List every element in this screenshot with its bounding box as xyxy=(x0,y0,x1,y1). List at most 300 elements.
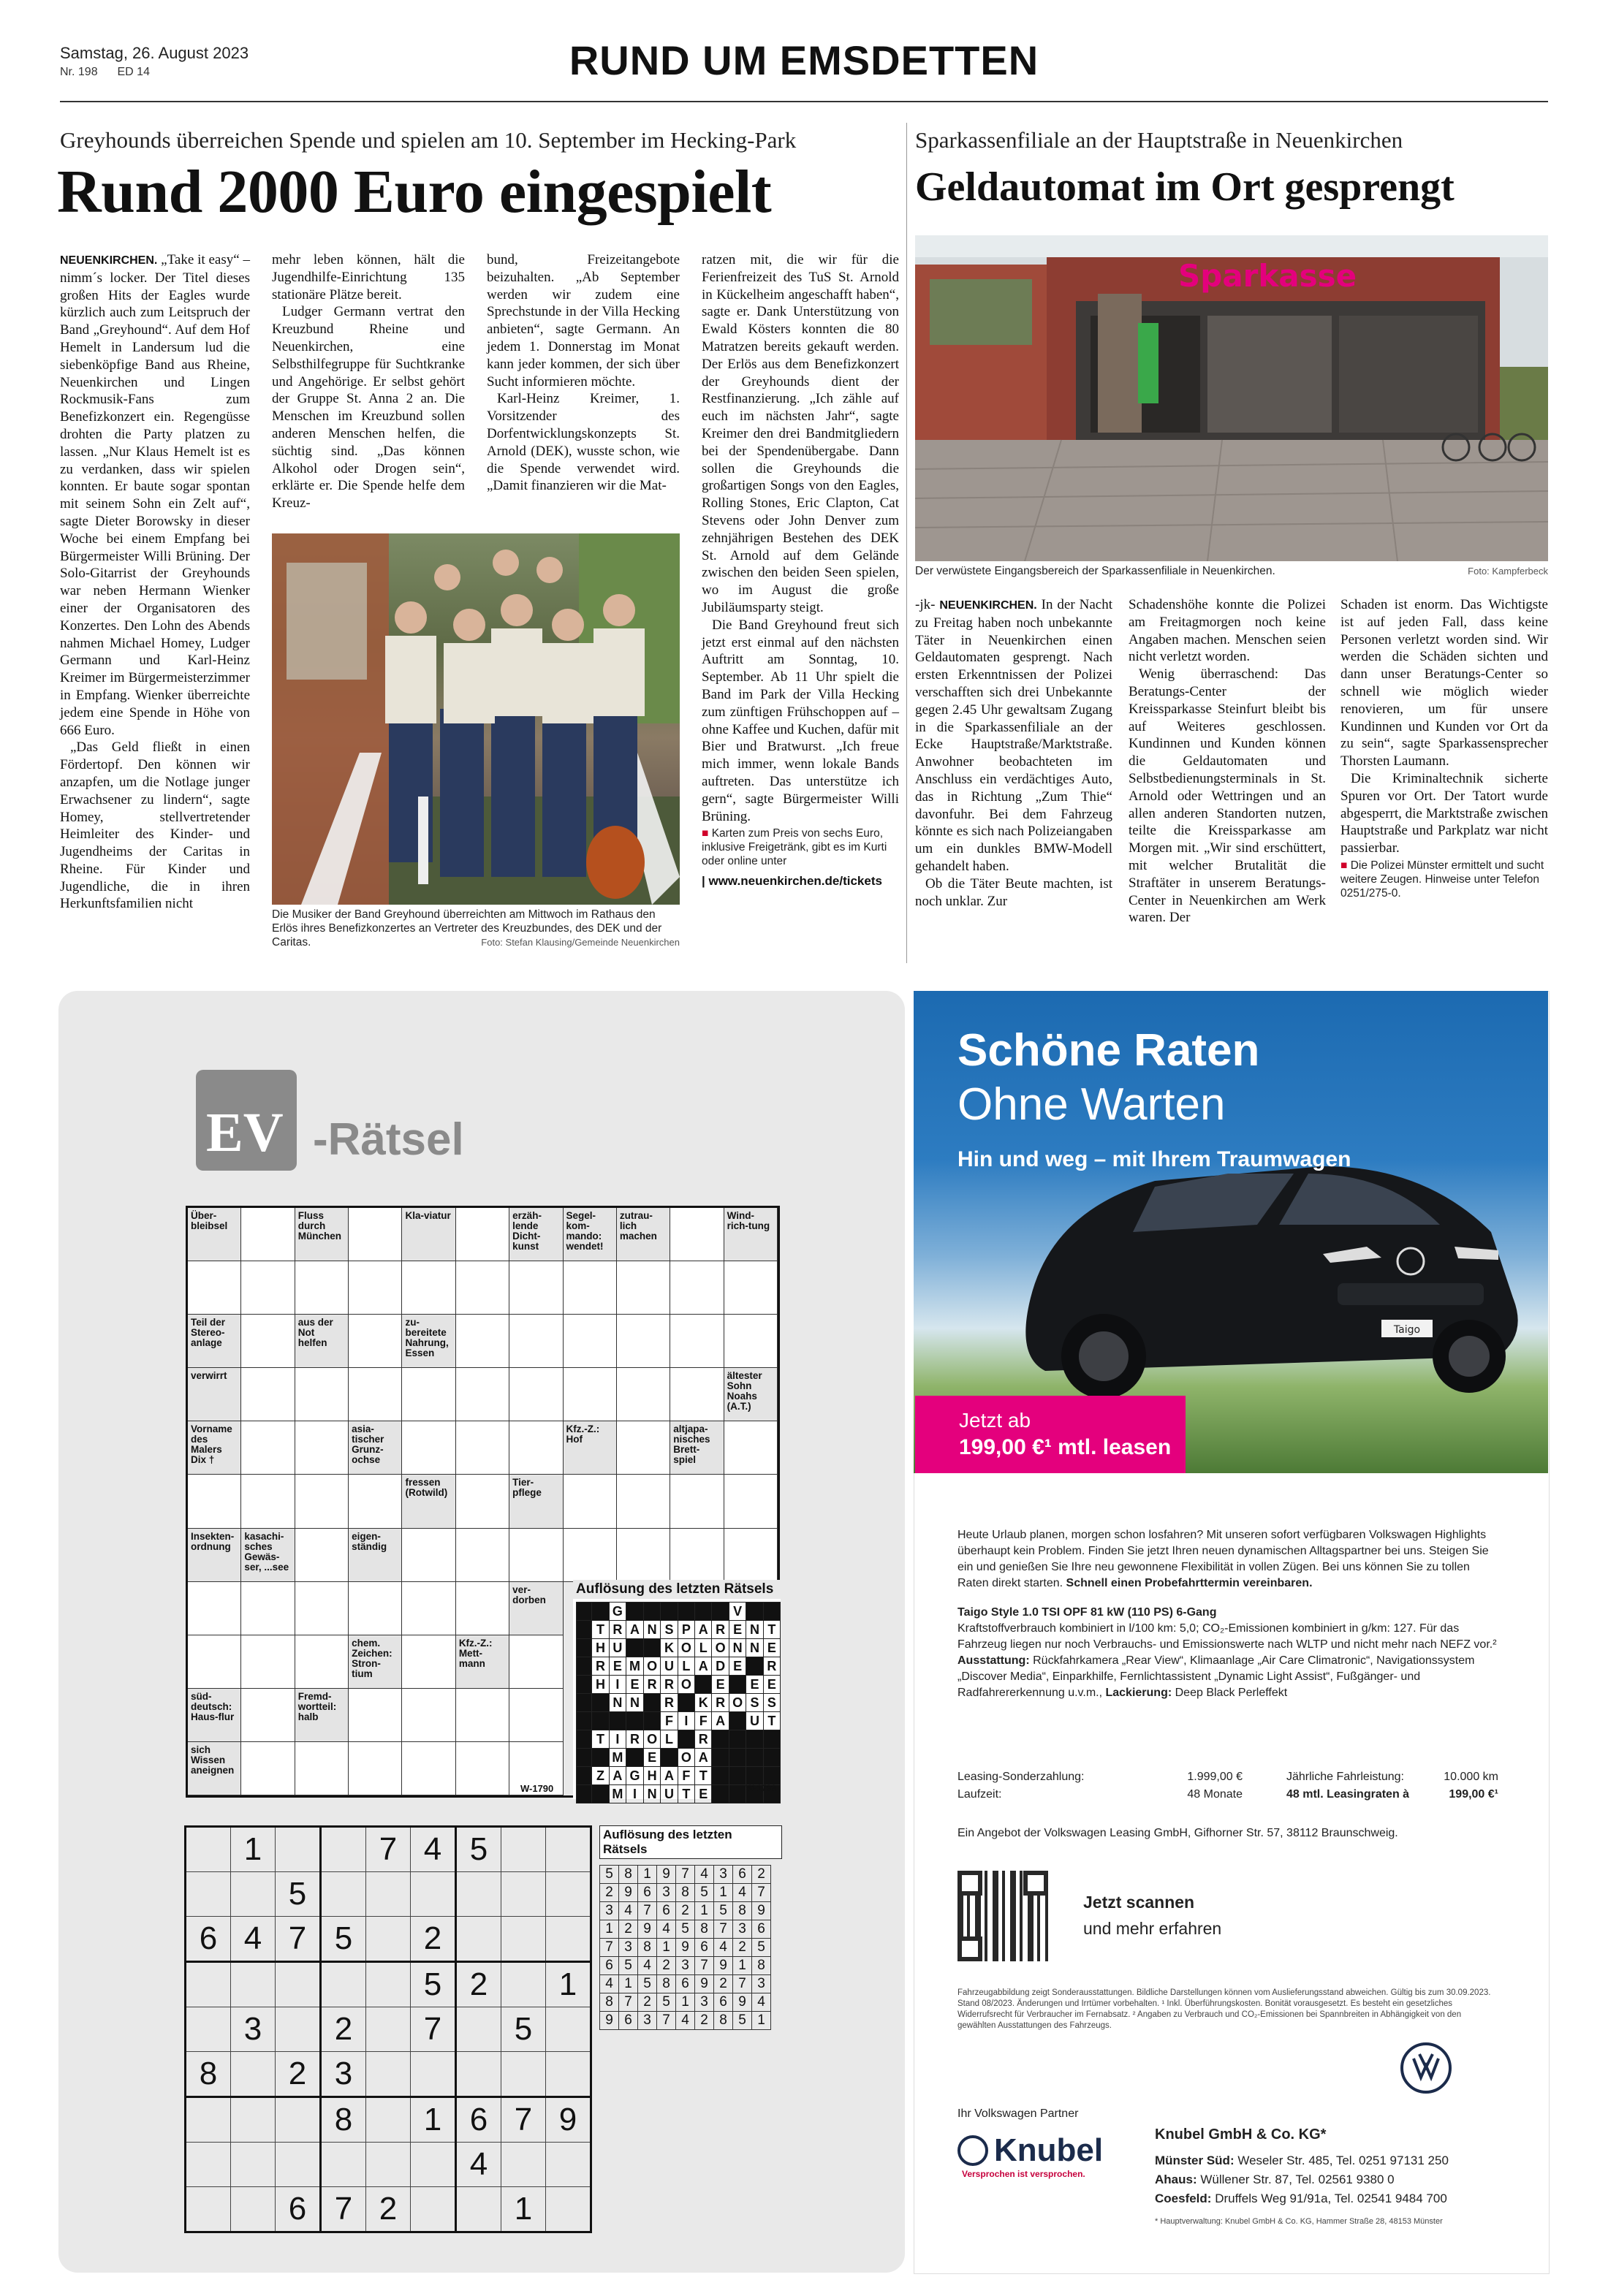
crossword-cell[interactable] xyxy=(402,1421,455,1475)
crossword-cell[interactable] xyxy=(617,1529,670,1582)
crossword-clue: erzäh-lende Dicht-kunst xyxy=(509,1208,563,1261)
sudoku-cell[interactable] xyxy=(366,1962,411,2007)
crossword-cell[interactable] xyxy=(564,1315,617,1368)
crossword-cell[interactable] xyxy=(724,1529,778,1582)
crossword-cell[interactable] xyxy=(617,1315,670,1368)
solution-cell: N xyxy=(746,1639,763,1657)
partner-label: Ihr Volkswagen Partner xyxy=(957,2107,1079,2120)
solution-cell xyxy=(763,1767,780,1785)
sudoku-cell[interactable] xyxy=(276,2097,321,2143)
crossword-cell[interactable] xyxy=(456,1689,509,1742)
crossword-clue: Tier-pflege xyxy=(509,1475,563,1528)
edition-code: ED 14 xyxy=(117,66,150,78)
solution-row xyxy=(577,1621,781,1639)
solution-cell: E xyxy=(609,1657,626,1676)
crossword-cell[interactable] xyxy=(564,1368,617,1421)
sudoku-cell[interactable] xyxy=(501,2052,546,2097)
sudoku-solution-cell: 9 xyxy=(733,1993,752,2012)
article2-headline: Geldautomat im Ort gesprengt xyxy=(915,164,1455,210)
crossword-cell[interactable] xyxy=(241,1635,295,1689)
crossword-cell[interactable] xyxy=(402,1742,455,1795)
lease-row-2: Laufzeit: 48 Monate 48 mtl. Leasingraten à 199,00 €¹ xyxy=(957,1788,1498,1801)
sudoku-solution-cell: 4 xyxy=(600,1975,619,1993)
solution-row xyxy=(577,1657,781,1676)
sudoku-cell[interactable] xyxy=(276,1827,321,1872)
sudoku-solution-cell: 4 xyxy=(619,1902,638,1920)
bank-photo-credit: Foto: Kampferbeck xyxy=(1468,566,1548,577)
crossword-cell[interactable] xyxy=(295,1582,349,1635)
sudoku-cell[interactable] xyxy=(276,1962,321,2007)
qr-code[interactable] xyxy=(957,1871,1048,1961)
solution-cell: E xyxy=(729,1657,746,1676)
sudoku-solution-cell: 5 xyxy=(733,2012,752,2030)
solution-cell: S xyxy=(746,1694,763,1712)
solution-cell: A xyxy=(712,1712,729,1730)
sudoku-cell: 2 xyxy=(456,1962,501,2007)
crossword-cell[interactable] xyxy=(349,1742,402,1795)
bank-photo-illustration xyxy=(915,235,1548,561)
crossword-cell[interactable] xyxy=(456,1368,509,1421)
sudoku-cell: 2 xyxy=(366,2187,411,2232)
crossword-code: W-1790 xyxy=(520,1783,554,1794)
sudoku-cell[interactable] xyxy=(456,2007,501,2052)
sudoku-cell[interactable] xyxy=(411,2187,456,2232)
crossword-cell[interactable] xyxy=(617,1421,670,1475)
sudoku-cell: 1 xyxy=(231,1827,276,1872)
solution-cell xyxy=(592,1694,609,1712)
solution-cell: R xyxy=(712,1621,729,1639)
sudoku-solution-title: Auflösung des letzten Rätsels xyxy=(599,1825,782,1859)
sudoku-cell: 7 xyxy=(411,2007,456,2052)
sudoku-cell: 7 xyxy=(501,2097,546,2143)
solution-cell xyxy=(712,1767,729,1785)
solution-cell: N xyxy=(746,1621,763,1639)
solution-cell: N xyxy=(626,1694,644,1712)
sudoku-cell[interactable] xyxy=(411,2143,456,2187)
sudoku-cell: 7 xyxy=(321,2187,366,2232)
sudoku-solution-cell: 2 xyxy=(733,1939,752,1957)
sudoku-cell[interactable] xyxy=(501,1917,546,1962)
sudoku-solution-cell: 8 xyxy=(600,1993,619,2012)
crossword-cell[interactable] xyxy=(402,1635,455,1689)
crossword-cell[interactable] xyxy=(456,1421,509,1475)
sudoku-cell[interactable] xyxy=(276,2007,321,2052)
crossword-cell[interactable] xyxy=(456,1315,509,1368)
sudoku-cell[interactable] xyxy=(231,1872,276,1917)
sudoku-cell[interactable] xyxy=(546,2143,591,2187)
solution-cell: O xyxy=(678,1676,694,1694)
sudoku-cell[interactable] xyxy=(186,2187,231,2232)
sudoku-cell[interactable] xyxy=(501,1962,546,2007)
solution-cell: D xyxy=(712,1657,729,1676)
solution-cell xyxy=(729,1785,746,1803)
crossword-cell[interactable] xyxy=(241,1315,295,1368)
sudoku-cell: 1 xyxy=(501,2187,546,2232)
crossword-cell[interactable] xyxy=(724,1261,778,1315)
sudoku-solution-cell: 3 xyxy=(733,1920,752,1939)
sudoku-solution-cell: 2 xyxy=(638,1993,657,2012)
sudoku-cell[interactable] xyxy=(366,2097,411,2143)
crossword-cell[interactable] xyxy=(670,1368,724,1421)
sudoku-cell[interactable] xyxy=(501,1872,546,1917)
sudoku-cell[interactable] xyxy=(321,1872,366,1917)
sudoku-cell[interactable] xyxy=(501,1827,546,1872)
sudoku-cell[interactable] xyxy=(321,1827,366,1872)
crossword-cell[interactable] xyxy=(670,1261,724,1315)
crossword-cell[interactable] xyxy=(509,1261,563,1315)
solution-cell xyxy=(712,1749,729,1767)
article1-col4b-text: Die Band Greyhound freut sich jetzt erst einmal auf den nächsten Auftritt am Sonntag, 10. September. Ab 11 Uhr spielt die Band im Park der Villa Hecking zum zünftigen Frühschoppen auf – ohne Kaffee und Kuchen, dafür mit Bier und Bratwurst. „Ich freue mich immer, wenn lokale Bands auftreten. Das unterstütze ich gern“, sagte Bürgermeister Willi Brüning. xyxy=(702,617,899,824)
ad-headline-2: Ohne Warten xyxy=(957,1079,1226,1130)
solution-cell xyxy=(592,1712,609,1730)
solution-cell: K xyxy=(661,1639,678,1657)
crossword-cell[interactable] xyxy=(349,1368,402,1421)
sudoku-cell: 3 xyxy=(231,2007,276,2052)
sudoku-solution-cell: 8 xyxy=(619,1866,638,1884)
sudoku-cell[interactable] xyxy=(411,2052,456,2097)
sudoku-solution-cell: 2 xyxy=(657,1957,676,1975)
crossword-cell[interactable] xyxy=(349,1208,402,1261)
solution-cell: F xyxy=(695,1712,712,1730)
ticket-link[interactable]: | www.neuenkirchen.de/tickets xyxy=(702,874,882,889)
solution-cell: S xyxy=(763,1694,780,1712)
crossword-cell[interactable] xyxy=(295,1635,349,1689)
article2-kicker: Sparkassenfiliale an der Hauptstraße in Neuenkirchen xyxy=(915,127,1403,153)
crossword-cell[interactable] xyxy=(295,1529,349,1582)
sudoku-solution-cell: 5 xyxy=(619,1957,638,1975)
solution-cell: U xyxy=(609,1639,626,1657)
solution-cell: N xyxy=(643,1785,660,1803)
sudoku-solution-cell: 7 xyxy=(676,1866,695,1884)
solution-cell: E xyxy=(763,1676,780,1694)
sudoku-solution-cell: 9 xyxy=(714,1957,733,1975)
crossword-cell[interactable] xyxy=(295,1368,349,1421)
solution-row xyxy=(577,1694,781,1712)
crossword-clue: aus der Not helfen xyxy=(295,1315,349,1368)
crossword-cell[interactable] xyxy=(564,1529,617,1582)
sudoku-cell: 5 xyxy=(276,1872,321,1917)
solution-cell: T xyxy=(592,1730,609,1749)
solution-cell xyxy=(609,1712,626,1730)
crossword-cell[interactable] xyxy=(402,1582,455,1635)
sudoku-cell: 2 xyxy=(276,2052,321,2097)
price-line-2: 199,00 €¹ mtl. leasen xyxy=(959,1435,1172,1459)
crossword-cell[interactable] xyxy=(509,1368,563,1421)
crossword-cell[interactable] xyxy=(456,1529,509,1582)
crossword-cell[interactable] xyxy=(402,1689,455,1742)
sudoku-solution-cell: 8 xyxy=(714,2012,733,2030)
band-photo-caption: Die Musiker der Band Greyhound überreichten am Mittwoch im Rathaus den Erlös ihres Benefizkonzertes an Vertreter des Kreuzbundes, des DEK und der Caritas. Foto: Stefan Klausing/Gemeinde Neuenkirchen xyxy=(272,908,680,949)
solution-cell: K xyxy=(695,1694,712,1712)
sudoku-cell[interactable] xyxy=(546,2007,591,2052)
solution-cell: A xyxy=(695,1657,712,1676)
dealer-name: Knubel GmbH & Co. KG* xyxy=(1155,2126,1327,2143)
solution-cell: A xyxy=(609,1767,626,1785)
sudoku-solution-cell: 8 xyxy=(676,1884,695,1902)
header-divider xyxy=(60,101,1548,102)
knubel-logo-text: Knubel xyxy=(994,2132,1104,2168)
sudoku-solution-cell: 2 xyxy=(752,1866,771,1884)
solution-cell xyxy=(729,1749,746,1767)
crossword-clue: süd-deutsch: Haus-flur xyxy=(188,1689,241,1742)
knubel-logo xyxy=(957,2132,1103,2179)
crossword-cell[interactable] xyxy=(188,1582,241,1635)
article1-col3-text: bund, Freizeitangebote beizuhalten. „Ab September werden wir zudem eine Sprechstunde in der Villa Hecking anbieten“, sagte Germann. An jedem 1. Donnerstag im Monat kann jeder kommen, der sich über Sucht informieren möchte. xyxy=(487,252,680,389)
crossword-cell[interactable] xyxy=(349,1475,402,1528)
sudoku-solution-cell: 9 xyxy=(695,1975,714,1993)
article1-column-4 xyxy=(702,251,899,890)
crossword-cell[interactable] xyxy=(402,1529,455,1582)
crossword-clue: altjapa-nisches Brett-spiel xyxy=(670,1421,724,1475)
band-photo-credit: Foto: Stefan Klausing/Gemeinde Neuenkirchen xyxy=(481,937,680,948)
crossword-cell[interactable] xyxy=(295,1742,349,1795)
price-badge xyxy=(915,1396,1186,1473)
sudoku-solution-cell: 1 xyxy=(695,1902,714,1920)
solution-cell: R xyxy=(695,1730,712,1749)
sudoku-cell[interactable] xyxy=(231,2052,276,2097)
sudoku-cell: 7 xyxy=(366,1827,411,1872)
solution-cell: N xyxy=(729,1639,746,1657)
crossword-cell[interactable] xyxy=(670,1475,724,1528)
solution-cell xyxy=(678,1730,694,1749)
solution-cell xyxy=(712,1603,729,1621)
crossword-cell[interactable] xyxy=(188,1261,241,1315)
solution-cell xyxy=(592,1785,609,1803)
sudoku-cell: 2 xyxy=(321,2007,366,2052)
vw-logo-icon xyxy=(1403,2045,1449,2091)
crossword-cell[interactable] xyxy=(295,1475,349,1528)
crossword-cell[interactable] xyxy=(670,1315,724,1368)
solution-cell: G xyxy=(626,1767,644,1785)
crossword-cell[interactable] xyxy=(349,1261,402,1315)
sudoku-cell[interactable] xyxy=(546,2052,591,2097)
crossword-clue: ältester Sohn Noahs (A.T.) xyxy=(724,1368,778,1421)
solution-cell: A xyxy=(695,1749,712,1767)
sudoku-solution-cell: 8 xyxy=(638,1939,657,1957)
solution-cell xyxy=(746,1657,763,1676)
ad-body xyxy=(957,1527,1498,1701)
solution-cell: T xyxy=(678,1785,694,1803)
crossword-cell[interactable] xyxy=(295,1421,349,1475)
crossword-cell[interactable] xyxy=(349,1689,402,1742)
solution-cell: Z xyxy=(592,1767,609,1785)
sudoku-cell[interactable] xyxy=(366,1917,411,1962)
sudoku-cell[interactable] xyxy=(546,1917,591,1962)
sudoku-cell[interactable] xyxy=(546,1827,591,1872)
crossword-cell[interactable] xyxy=(509,1529,563,1582)
sudoku-cell[interactable] xyxy=(366,2052,411,2097)
sudoku-cell[interactable] xyxy=(231,2097,276,2143)
sudoku-solution-cell: 9 xyxy=(638,1920,657,1939)
crossword-cell[interactable] xyxy=(456,1582,509,1635)
solution-cell xyxy=(577,1621,592,1639)
sudoku-cell[interactable] xyxy=(366,2143,411,2187)
solution-row xyxy=(577,1639,781,1657)
solution-cell: H xyxy=(592,1639,609,1657)
scan-text-1: Jetzt scannen xyxy=(1083,1893,1195,1912)
crossword-cell[interactable] xyxy=(564,1261,617,1315)
location-2: Ahaus: Wüllener Str. 87, Tel. 02561 9380 0 xyxy=(1155,2173,1395,2186)
crossword-cell[interactable] xyxy=(188,1635,241,1689)
sudoku-cell: 1 xyxy=(546,1962,591,2007)
crossword-cell[interactable] xyxy=(456,1742,509,1795)
solution-cell xyxy=(592,1603,609,1621)
crossword-cell[interactable] xyxy=(241,1208,295,1261)
solution-cell: R xyxy=(592,1657,609,1676)
crossword-cell[interactable] xyxy=(724,1475,778,1528)
sudoku-solution-cell: 6 xyxy=(638,1884,657,1902)
sudoku-cell[interactable] xyxy=(366,1872,411,1917)
location-3: Coesfeld: Druffels Weg 91/91a, Tel. 02541 9484 700 xyxy=(1155,2192,1447,2205)
sudoku-solution-cell: 7 xyxy=(695,1957,714,1975)
sudoku-cell: 6 xyxy=(186,1917,231,1962)
sudoku-cell: 8 xyxy=(321,2097,366,2143)
solution-cell: E xyxy=(643,1749,660,1767)
sudoku-solution-cell: 6 xyxy=(714,1993,733,2012)
crossword-cell[interactable] xyxy=(670,1208,724,1261)
solution-cell: O xyxy=(678,1749,694,1767)
sudoku-cell[interactable] xyxy=(186,2097,231,2143)
solution-cell: H xyxy=(643,1767,660,1785)
sudoku-cell[interactable] xyxy=(231,2143,276,2187)
crossword-cell[interactable] xyxy=(564,1475,617,1528)
sudoku-cell[interactable] xyxy=(186,1872,231,1917)
sudoku-cell[interactable] xyxy=(276,2143,321,2187)
crossword-cell[interactable] xyxy=(241,1742,295,1795)
sudoku-solution-cell: 6 xyxy=(695,1939,714,1957)
solution-cell: L xyxy=(661,1730,678,1749)
solution-cell: R xyxy=(643,1676,660,1694)
crossword-cell[interactable] xyxy=(188,1475,241,1528)
crossword-cell[interactable] xyxy=(456,1475,509,1528)
article2-dateline: NEUENKIRCHEN. xyxy=(939,599,1037,612)
column-divider xyxy=(906,123,907,963)
crossword-clue: Fluss durch München xyxy=(295,1208,349,1261)
crossword-cell[interactable] xyxy=(241,1421,295,1475)
solution-row xyxy=(577,1730,781,1749)
crossword-clue: zu-bereitete Nahrung, Essen xyxy=(402,1315,455,1368)
sudoku-cell[interactable] xyxy=(186,1962,231,2007)
bank-photo xyxy=(915,235,1548,561)
crossword-cell[interactable] xyxy=(349,1582,402,1635)
sudoku-cell[interactable] xyxy=(231,2187,276,2232)
crossword-cell[interactable] xyxy=(241,1261,295,1315)
solution-cell xyxy=(729,1730,746,1749)
sudoku-solution-cell: 8 xyxy=(657,1975,676,1993)
sudoku-solution-cell: 3 xyxy=(638,2012,657,2030)
crossword-cell[interactable] xyxy=(295,1261,349,1315)
solution-cell xyxy=(661,1749,678,1767)
solution-cell: A xyxy=(626,1621,644,1639)
sudoku-solution-cell: 5 xyxy=(638,1975,657,1993)
crossword-cell[interactable] xyxy=(724,1315,778,1368)
crossword-cell[interactable] xyxy=(617,1475,670,1528)
sudoku-solution-cell: 1 xyxy=(638,1866,657,1884)
bank-sign-text: Sparkasse xyxy=(1178,258,1357,294)
sudoku-cell[interactable] xyxy=(456,1872,501,1917)
crossword-clue: zutrau-lich machen xyxy=(617,1208,670,1261)
sudoku-cell[interactable] xyxy=(546,1872,591,1917)
sudoku-cell[interactable] xyxy=(411,1872,456,1917)
sudoku-cell[interactable] xyxy=(186,2143,231,2187)
sudoku-cell[interactable] xyxy=(456,2187,501,2232)
solution-cell: O xyxy=(729,1694,746,1712)
sudoku-solution-cell: 7 xyxy=(714,1920,733,1939)
crossword-cell[interactable] xyxy=(456,1261,509,1315)
solution-cell: S xyxy=(661,1621,678,1639)
solution-cell xyxy=(695,1676,712,1694)
crossword-cell[interactable] xyxy=(402,1261,455,1315)
sudoku-solution-cell: 2 xyxy=(695,2012,714,2030)
article2-col1-text: In der Nacht zu Freitag haben noch unbekannte Täter in Neuenkirchen einen Geldautomaten gesprengt. Nach ersten Erkenntnissen der Polizei verschafften sich drei Unbekannte gegen 2.45 Uhr gewaltsam Zugang in die Sparkassenfiliale an der Ecke Hauptstraße/Marktstraße. Anwohner beobachteten im Anschluss ein verdächtiges Auto, das in Richtung „Zum Thie“ davonfuhr. Bei dem Fahrzeug könnte es sich nach Polizeiangaben um ein dunkles BMW-Modell gehandelt haben. xyxy=(915,597,1112,874)
crossword-cell[interactable] xyxy=(617,1368,670,1421)
sudoku-solution-cell: 6 xyxy=(600,1957,619,1975)
solution-cell xyxy=(626,1603,644,1621)
solution-cell: L xyxy=(678,1657,694,1676)
solution-cell: F xyxy=(678,1767,694,1785)
crossword-cell[interactable] xyxy=(402,1368,455,1421)
crossword-cell[interactable] xyxy=(241,1689,295,1742)
solution-cell: N xyxy=(609,1694,626,1712)
crossword-cell[interactable] xyxy=(509,1421,563,1475)
sudoku-cell[interactable] xyxy=(456,2052,501,2097)
article2-col3-text: Schaden ist enorm. Das Wichtigste ist auf jeden Fall, dass keine Personen verletzt worden sind. Wir werden die Schäden sichten und dann unser Beratungs-Center so schnell wie möglich wieder renovieren, um für unsere Kundinnen und Kunden vor Ort da zu sein“, sagte Sparkassensprecher Thorsten Laumann. xyxy=(1340,597,1548,769)
ad-tagline: Hin und weg – mit Ihrem Traumwagen xyxy=(957,1147,1351,1171)
sudoku-solution-cell: 4 xyxy=(714,1939,733,1957)
crossword-cell[interactable] xyxy=(349,1315,402,1368)
sudoku-cell[interactable] xyxy=(321,2143,366,2187)
crossword-cell[interactable] xyxy=(509,1689,563,1742)
sudoku-solution-cell: 5 xyxy=(695,1884,714,1902)
solution-row xyxy=(577,1676,781,1694)
license-plate: Taigo xyxy=(1393,1324,1421,1336)
sudoku-cell[interactable] xyxy=(231,1962,276,2007)
crossword-clue: Fremd-wortteil: halb xyxy=(295,1689,349,1742)
solution-cell xyxy=(643,1712,660,1730)
sudoku-solution-cell: 8 xyxy=(733,1902,752,1920)
article1-headline: Rund 2000 Euro eingespielt xyxy=(57,158,772,226)
sudoku-cell[interactable] xyxy=(546,2187,591,2232)
solution-cell xyxy=(577,1639,592,1657)
crossword-clue: Über-bleibsel xyxy=(188,1208,241,1261)
sudoku-cell[interactable] xyxy=(501,2143,546,2187)
solution-cell: T xyxy=(763,1621,780,1639)
crossword-cell[interactable] xyxy=(509,1635,563,1689)
crossword-cell[interactable] xyxy=(241,1368,295,1421)
crossword-cell[interactable] xyxy=(456,1208,509,1261)
bank-photo-caption: Der verwüstete Eingangsbereich der Sparkassenfiliale in Neuenkirchen. Foto: Kampferbeck xyxy=(915,565,1548,577)
crossword-cell[interactable] xyxy=(241,1475,295,1528)
sudoku-cell[interactable] xyxy=(321,1962,366,2007)
crossword-cell[interactable] xyxy=(617,1261,670,1315)
sudoku-cell[interactable] xyxy=(366,2007,411,2052)
solution-cell xyxy=(643,1603,660,1621)
solution-panel xyxy=(573,1580,781,1799)
sudoku-cell[interactable] xyxy=(456,1917,501,1962)
crossword-cell[interactable] xyxy=(724,1421,778,1475)
solution-cell: M xyxy=(609,1749,626,1767)
solution-cell: E xyxy=(746,1676,763,1694)
sudoku-cell[interactable] xyxy=(186,1827,231,1872)
crossword-cell[interactable] xyxy=(241,1582,295,1635)
sudoku-solution-cell: 3 xyxy=(714,1866,733,1884)
ticket-note: ■ Karten zum Preis von sechs Euro, inklusive Freigetränk, gibt es im Kurti oder online unter xyxy=(702,827,887,868)
band-photo xyxy=(272,533,680,905)
crossword-cell[interactable] xyxy=(670,1529,724,1582)
crossword-cell[interactable] xyxy=(509,1315,563,1368)
sudoku-cell[interactable] xyxy=(186,2007,231,2052)
section-title: RUND UM EMSDETTEN xyxy=(569,37,1039,83)
